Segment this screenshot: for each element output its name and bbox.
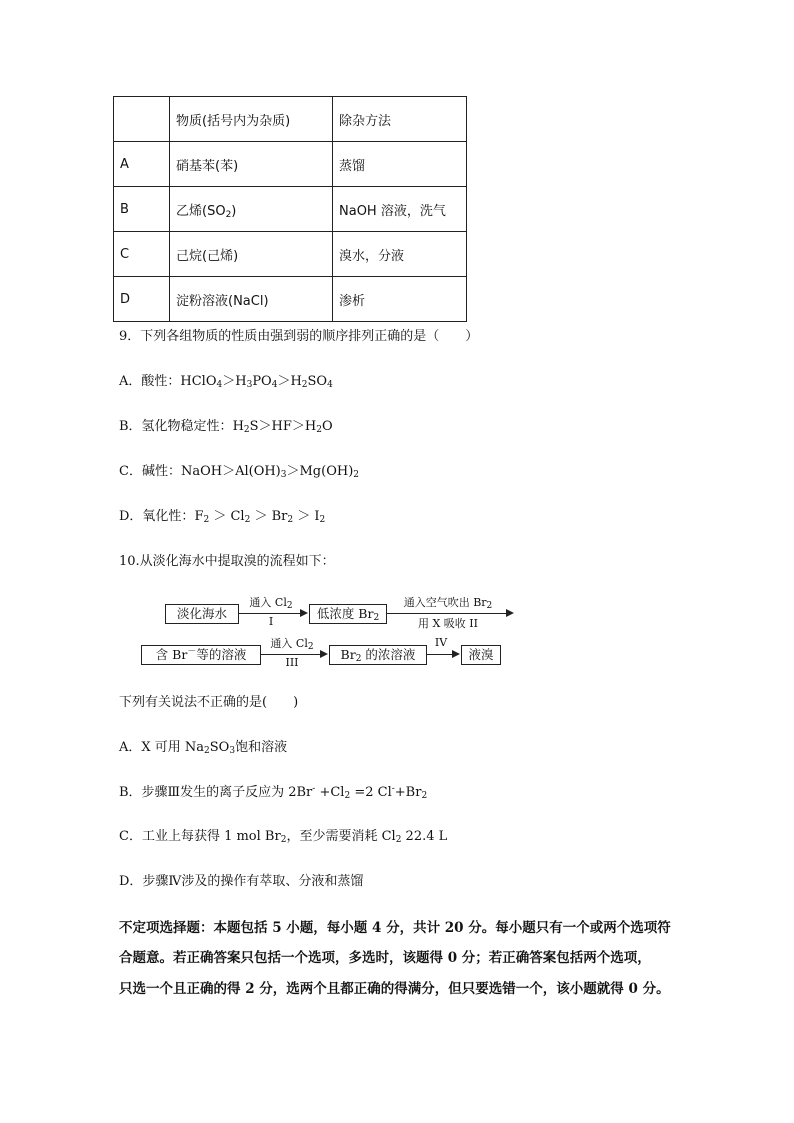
- text-part: ，至少需要消耗 Cl: [286, 829, 396, 844]
- table-header-cell: 物质(括号内为杂质): [170, 97, 333, 142]
- section-instructions-line: 合题意。若正确答案只包括一个选项，多选时，该题得 0 分；若正确答案包括两个选项，: [119, 950, 651, 966]
- flow-box-liquid-bromine: 液溴: [461, 645, 501, 665]
- row-label: C: [114, 232, 170, 277]
- flow-arrow-line: [260, 654, 322, 655]
- q9-option-a: [119, 373, 333, 391]
- subscript: 2: [316, 425, 322, 435]
- subscript: 3: [246, 380, 253, 390]
- flow-arrow-line: [426, 654, 454, 655]
- text-part: SO: [209, 740, 230, 755]
- section-instructions-line: 不定项选择题：本题包括 5 小题，每小题 4 分，共计 20 分。每小题只有一个或两个选项符: [119, 920, 671, 936]
- text-part: 含 Br: [155, 647, 188, 662]
- flow-box-low-concentration-br2: [309, 604, 387, 624]
- subscript: 2: [395, 835, 402, 845]
- text-part: 等的溶液: [196, 647, 247, 662]
- row-substance: [170, 187, 333, 232]
- subscript: 2: [355, 654, 362, 664]
- flow-arrow-label-top: IV: [434, 636, 448, 649]
- text-part: O: [321, 419, 333, 434]
- row-substance: 淀粉溶液(NaCl): [170, 277, 333, 322]
- flow-box-desalinated-seawater: 淡化海水: [165, 604, 239, 624]
- subscript: 3: [280, 470, 287, 480]
- text-part: 通入 Cl: [270, 637, 308, 650]
- flow-arrow-label-bottom: III: [285, 656, 299, 669]
- text-part: ): [231, 203, 237, 219]
- subscript: 2: [287, 515, 294, 525]
- text-part: =2 Cl: [350, 785, 392, 800]
- option-label: D．氧化性：: [119, 509, 195, 524]
- text-part: ＞ Cl: [209, 509, 245, 524]
- q9-option-c: [119, 463, 359, 481]
- text-part: 低浓度 Br: [316, 606, 374, 621]
- text-part: S＞HF＞H: [249, 419, 317, 434]
- subscript: 4: [327, 380, 333, 390]
- option-label: C．碱性：: [119, 464, 181, 479]
- superscript: -: [391, 784, 395, 794]
- section-instructions-line: 只选一个且正确的得 2 分，选两个且都正确的得满分，但只要选错一个，该小题就得 0 分。: [119, 981, 670, 997]
- table-row: [114, 277, 467, 322]
- superscript: －: [187, 647, 197, 657]
- row-method: NaOH 溶液，洗气: [333, 187, 467, 232]
- text-part: PO: [252, 374, 272, 389]
- subscript: 2: [344, 791, 351, 801]
- text-part: ＞Mg(OH): [286, 464, 354, 479]
- text-part: SO: [307, 374, 328, 389]
- subscript: 2: [280, 835, 287, 845]
- text-part: 的浓溶液: [361, 647, 416, 662]
- arrow-head-icon: [452, 650, 460, 658]
- text-part: H: [232, 419, 244, 434]
- q10-option-a: [119, 739, 287, 757]
- row-method: 渗析: [333, 277, 467, 322]
- row-substance: 硝基苯(苯): [170, 142, 333, 187]
- flow-arrow-label-top: [240, 594, 302, 610]
- q10-option-b: [119, 784, 427, 802]
- text-part: Br: [340, 647, 356, 662]
- table-row: [114, 142, 467, 187]
- subscript: 3: [229, 746, 236, 756]
- flow-arrow-label-bottom: 用 X 吸收 II: [417, 617, 478, 630]
- text-part: 饱和溶液: [235, 740, 288, 755]
- subscript: 2: [486, 601, 493, 611]
- text-part: ＞ I: [293, 509, 320, 524]
- row-label: A: [114, 142, 170, 187]
- flow-arrow-label-top: [262, 635, 322, 651]
- flow-box-bromide-solution: [141, 645, 261, 665]
- text-part: HClO: [180, 374, 217, 389]
- text-part: 乙烯(SO: [176, 203, 226, 219]
- q9-option-b: [119, 418, 333, 436]
- text-part: F: [194, 509, 204, 524]
- text-part: ＞H: [277, 374, 302, 389]
- row-label: D: [114, 277, 170, 322]
- text-part: C．工业上每获得 1 mol Br: [119, 829, 281, 844]
- superscript: -: [312, 784, 316, 794]
- flow-arrow-label-top: [388, 594, 508, 610]
- table-header-cell: 除杂方法: [333, 97, 467, 142]
- text-part: NaOH＞Al(OH): [180, 464, 281, 479]
- option-label: A．酸性：: [119, 374, 181, 389]
- subscript: 2: [203, 515, 210, 525]
- option-label: B．氢化物稳定性：: [119, 419, 233, 434]
- text-part: B．步骤Ⅲ发生的离子反应为 2Br: [119, 785, 313, 800]
- table-header-row: [114, 97, 467, 142]
- text-part: A．X 可用 Na: [119, 740, 205, 755]
- subscript: 2: [286, 601, 293, 611]
- subscript: 2: [243, 425, 250, 435]
- text-part: ＞H: [222, 374, 247, 389]
- subscript: 2: [421, 791, 428, 801]
- flow-arrow-line: [238, 613, 302, 614]
- text-part: +Br: [394, 785, 422, 800]
- table-row: [114, 187, 467, 232]
- text-part: 通入空气吹出 Br: [403, 596, 487, 609]
- table-header-cell: [114, 97, 170, 142]
- subscript: 2: [319, 515, 326, 525]
- subscript: 4: [216, 380, 223, 390]
- row-method: 蒸馏: [333, 142, 467, 187]
- q10-option-c: [119, 828, 447, 846]
- row-substance: 己烷(己烯): [170, 232, 333, 277]
- row-label: B: [114, 187, 170, 232]
- subscript: 2: [204, 746, 210, 756]
- text-part: ＞ Br: [250, 509, 288, 524]
- subscript: 2: [307, 642, 314, 652]
- flow-box-concentrated-br2: [329, 645, 427, 665]
- subscript: 2: [225, 209, 232, 220]
- q10-option-d: D．步骤Ⅳ涉及的操作有萃取、分液和蒸馏: [119, 874, 364, 889]
- table-row: [114, 232, 467, 277]
- flow-arrow-label-bottom: I: [268, 615, 274, 628]
- q9-option-d: [119, 508, 325, 526]
- text-part: 通入 Cl: [249, 596, 287, 609]
- subscript: 2: [373, 613, 380, 623]
- subscript: 2: [244, 515, 251, 525]
- flow-arrow-line: [386, 613, 508, 614]
- subscript: 4: [271, 380, 278, 390]
- options-table: [113, 96, 467, 322]
- row-method: 溴水，分液: [333, 232, 467, 277]
- subscript: 2: [301, 380, 308, 390]
- q10-prompt: 下列有关说法不正确的是( ): [119, 695, 299, 710]
- q9-stem: 9．下列各组物质的性质由强到弱的顺序排列正确的是（ ）: [119, 329, 479, 344]
- subscript: 2: [353, 470, 360, 480]
- q10-stem: 10.从淡化海水中提取溴的流程如下：: [119, 554, 335, 569]
- text-part: +Cl: [315, 785, 345, 800]
- text-part: 22.4 L: [401, 829, 448, 844]
